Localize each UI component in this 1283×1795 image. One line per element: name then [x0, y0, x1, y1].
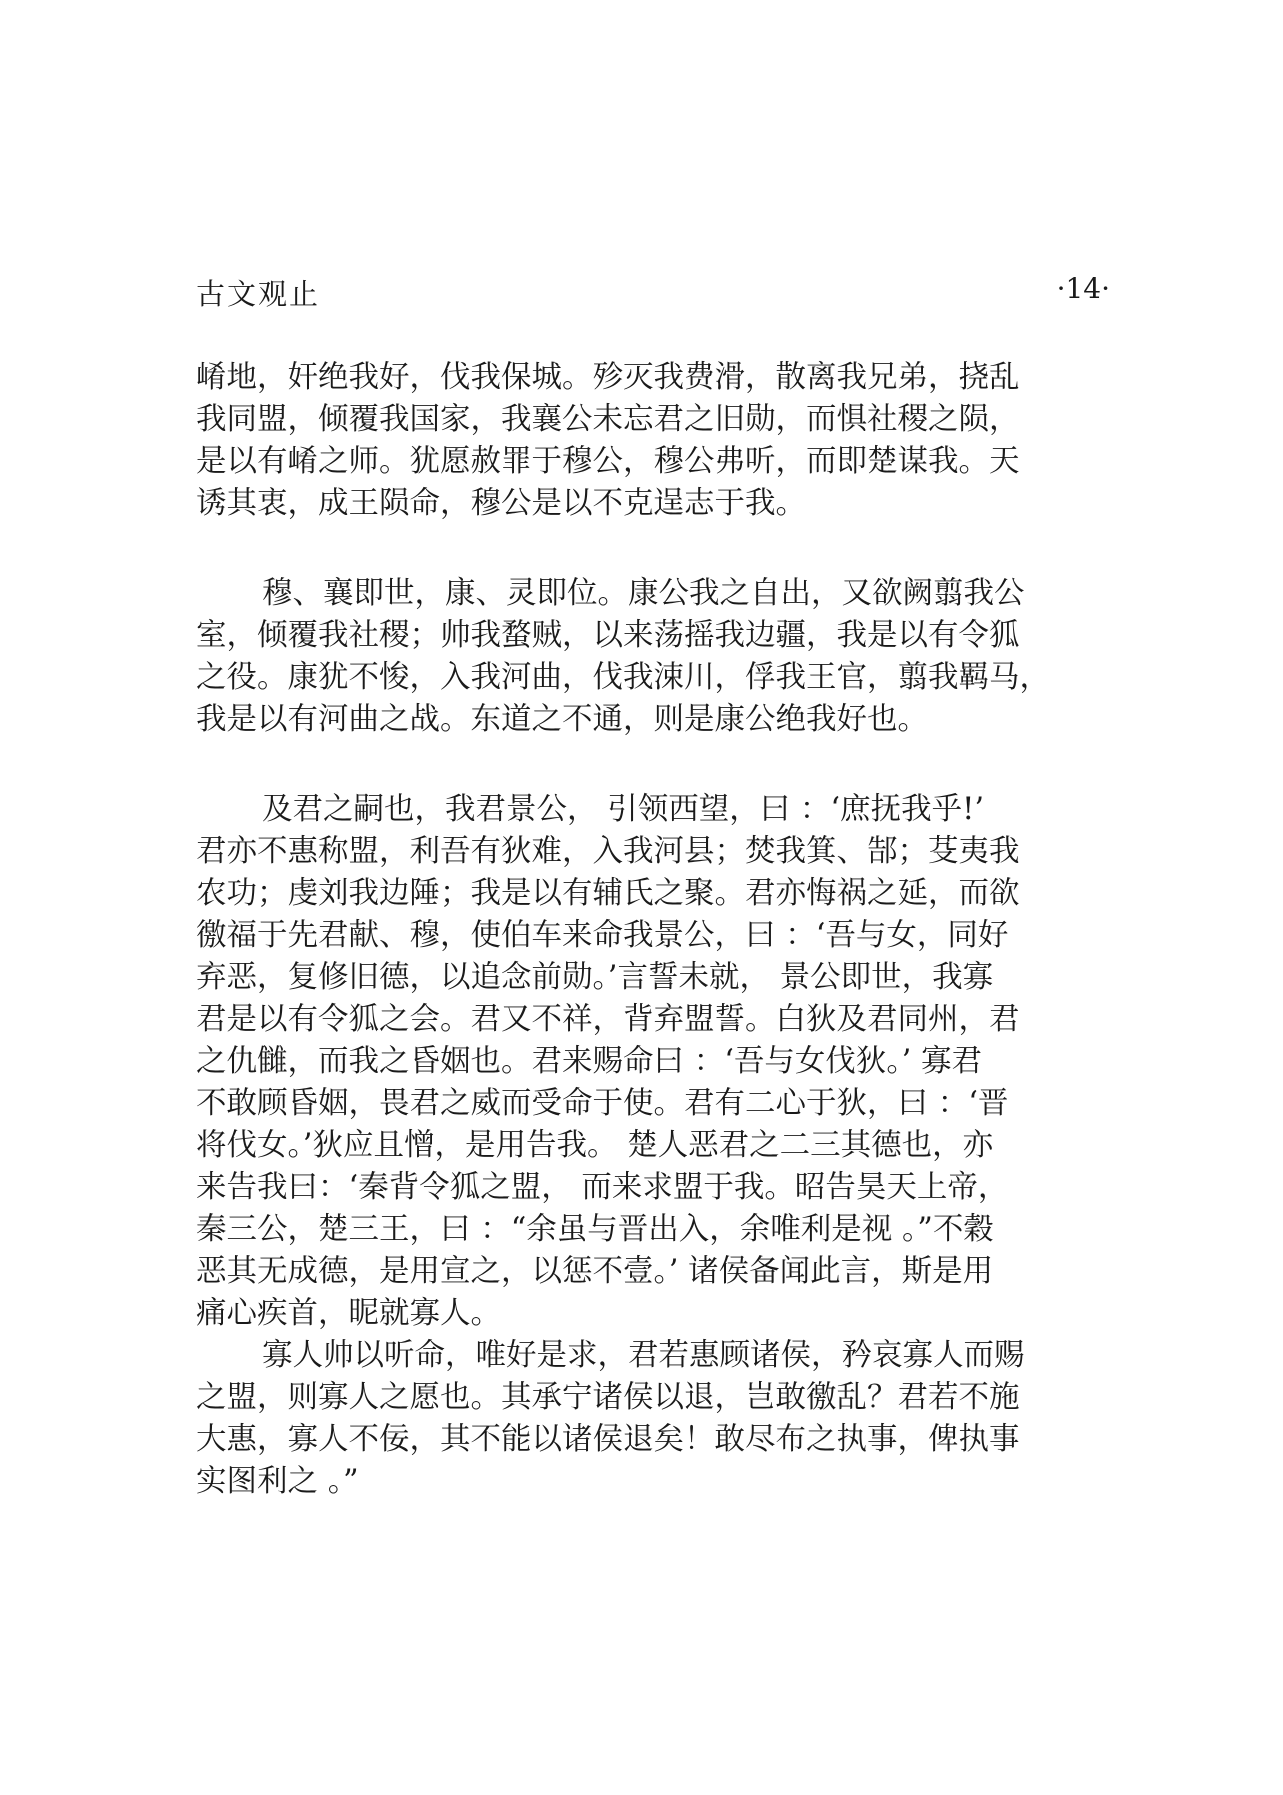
paragraph-gap [196, 525, 1110, 573]
text-line: 恶其无成德，是用宣之，以惩不壹。’ 诸侯备闻此言，斯是用 [196, 1254, 994, 1289]
book-title: 古文观止 [196, 277, 321, 311]
text-line: 我是以有河曲之战。东道之不通，则是康公绝我好也。 [196, 702, 928, 737]
text-line: 弃恶，复修旧德，以追念前勋。’言誓未就， 景公即世，我寡 [196, 960, 994, 995]
text-line: 实图利之 。” [196, 1464, 359, 1499]
text-line: 君是以有令狐之会。君又不祥，背弃盟誓。白狄及君同州，君 [196, 1002, 1020, 1037]
text-line: 之役。康犹不悛，入我河曲，伐我涑川，俘我王官，翦我羁马， [196, 660, 1050, 695]
text-line: 及君之嗣也，我君景公， 引领西望，曰 ：‘庶抚我乎!’ [262, 792, 985, 827]
paragraph [196, 357, 1110, 525]
text-line: 诱其衷，成王陨命，穆公是以不克逞志于我。 [196, 486, 806, 521]
text-line: 徼福于先君献、穆，使伯车来命我景公，曰 ：‘吾与女，同好 [196, 918, 1009, 953]
text-line: 农功；虔刘我边陲；我是以有辅氏之聚。君亦悔祸之延，而欲 [196, 876, 1020, 911]
paragraph [196, 573, 1110, 741]
text-line: 君亦不惠称盟，利吾有狄难，入我河县；焚我箕、郜；芟夷我 [196, 834, 1020, 869]
paragraph [196, 789, 1110, 1335]
text-line: 将伐女。’狄应且憎，是用告我。 楚人恶君之二三其德也，亦 [196, 1128, 994, 1163]
text-line: 不敢顾昏姻，畏君之威而受命于使。君有二心于狄，曰 ：‘晋 [196, 1086, 1009, 1121]
paragraph-gap [196, 741, 1110, 789]
text-line: 来告我曰：‘秦背令狐之盟， 而来求盟于我。昭告昊天上帝， [196, 1170, 1009, 1205]
body-text [196, 357, 1110, 1503]
text-line: 秦三公，楚三王，曰 ：“余虽与晋出入，余唯利是视 。”不穀 [196, 1212, 994, 1247]
text-line: 穆、襄即世，康、灵即位。康公我之自出，又欲阙翦我公 [262, 576, 1025, 611]
paragraph [196, 1335, 1110, 1503]
text-line: 之仇雠，而我之昏姻也。君来赐命曰 ：‘吾与女伐狄。’ 寡君 [196, 1044, 983, 1079]
text-line: 室，倾覆我社稷；帅我蝥贼，以来荡摇我边疆，我是以有令狐 [196, 618, 1020, 653]
text-line: 是以有崤之师。犹愿赦罪于穆公，穆公弗听，而即楚谋我。天 [196, 444, 1020, 479]
running-header [196, 272, 1110, 312]
text-line: 大惠，寡人不佞，其不能以诸侯退矣！敢尽布之执事，俾执事 [196, 1422, 1020, 1457]
text-line: 我同盟，倾覆我国家，我襄公未忘君之旧勋，而惧社稷之陨， [196, 402, 1020, 437]
text-line: 之盟，则寡人之愿也。其承宁诸侯以退，岂敢徼乱？君若不施 [196, 1380, 1020, 1415]
page-number: ·14· [1056, 272, 1110, 305]
text-line: 寡人帅以听命，唯好是求，君若惠顾诸侯，矜哀寡人而赐 [262, 1338, 1025, 1373]
text-line: 崤地，奸绝我好，伐我保城。殄灭我费滑，散离我兄弟，挠乱 [196, 360, 1020, 395]
text-line: 痛心疾首，昵就寡人。 [196, 1296, 501, 1331]
